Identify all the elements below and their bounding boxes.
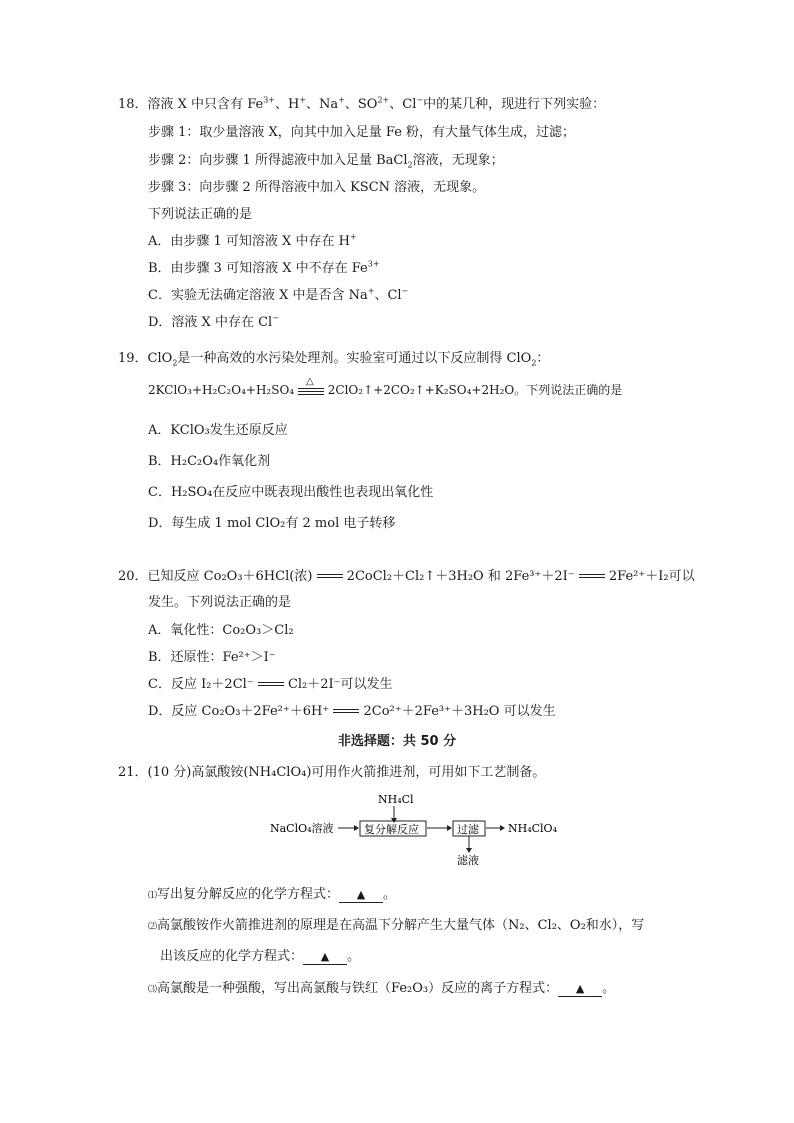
q18-option-b: B．由步骤 3 可知溶液 X 中不存在 $Fe^{3+}$ [148,259,380,276]
equals-sign [579,571,605,583]
q18-step3: 步骤 3：向步骤 2 所得溶液中加入 KSCN 溶液，无现象。 [148,180,486,195]
q19-option-d: D．每生成 1 mol ClO₂有 2 mol 电子转移 [148,516,396,531]
q18-option-c: C．实验无法确定溶液 X 中是否含 Na+、Cl− [148,286,409,303]
flow-top-reagent: NH₄Cl [378,793,414,806]
q21-part3: ⑶高氯酸是一种强酸，写出高氯酸与铁红（Fe₂O₃）反应的离子方程式： ▲ 。 [148,981,616,996]
q20-stem-line1: 20．已知反应 Co₂O₃＋6HCl(浓) 2CoCl₂＋Cl₂↑＋3H₂O 和 2Fe³⁺＋2I⁻ 2Fe²⁺＋I₂可以 [118,569,695,584]
q21-part1: ⑴写出复分解反应的化学方程式： ▲ 。 [148,887,397,902]
flow-box-reaction-label: 复分解反应 [364,823,419,836]
q18-option-a: A．由步骤 1 可知溶液 X 中存在 H+ [148,232,357,249]
q20-option-b: B．还原性：Fe²⁺＞I⁻ [148,650,276,665]
equals-sign [258,679,284,691]
q19-option-a: A．KClO₃发生还原反应 [148,423,288,438]
heat-equals-sign: △ [298,385,324,397]
q20-option-a: A．氧化性：Co₂O₃＞Cl₂ [148,623,294,638]
q21-part2-line2: 出该反应的化学方程式： ▲ 。 [160,949,361,964]
answer-blank: ▲ [303,950,347,965]
q20-option-d: D．反应 Co₂O₃＋2Fe²⁺＋6H⁺ 2Co²⁺＋2Fe³⁺＋3H₂O 可以发生 [148,704,556,719]
equals-sign [317,571,343,583]
section-heading: 非选择题：共 50 分 [337,734,457,749]
flow-input: NaClO₄溶液 [270,822,334,835]
q21-stem: 21．(10 分)高氯酸铵(NH₄ClO₄)可用作火箭推进剂，可用如下工艺制备。 [118,765,546,780]
q18-step2: 步骤 2：向步骤 1 所得滤液中加入足量 BaCl$_2$溶液，无现象； [148,153,504,170]
answer-blank: ▲ [339,888,383,903]
q18-option-d: D．溶液 X 中存在 Cl− [148,313,279,330]
q19-stem: 19．ClO$_2$是一种高效的水污染处理剂。实验室可通过以下反应制得 ClO$_2$： [118,351,550,368]
q19-option-b: B．H₂C₂O₄作氧化剂 [148,454,271,469]
q18-ask: 下列说法正确的是 [148,207,253,222]
q18-stem: 18．溶液 X 中只含有 $Fe^{3+}$、H+、Na+、$SO^{2+}$、Cl−中的某几种，现进行下列实验： [118,95,606,112]
q21-part2-line1: ⑵高氯酸铵作火箭推进剂的原理是在高温下分解产生大量气体（N₂、Cl₂、O₂和水），写 [148,918,645,933]
flow-bottom-filtrate: 滤液 [457,854,479,867]
answer-blank: ▲ [558,982,602,997]
q19-equation: 2KClO₃+H₂C₂O₄+H₂SO₄ △ 2ClO₂↑+2CO₂↑+K₂SO₄+2H₂O。下列说法正确的是 [148,375,623,397]
flow-output: NH₄ClO₄ [508,822,557,835]
q20-stem-line2: 发生。下列说法正确的是 [148,595,292,610]
q20-option-c: C．反应 I₂＋2Cl⁻ Cl₂＋2I⁻可以发生 [148,677,393,692]
process-flow-diagram [266,790,596,868]
q19-option-c: C．H₂SO₄在反应中既表现出酸性也表现出氧化性 [148,485,434,500]
q18-step1: 步骤 1：取少量溶液 X，向其中加入足量 Fe 粉，有大量气体生成，过滤； [148,125,576,140]
flow-box-filter-label: 过滤 [457,823,479,836]
equals-sign [333,706,359,718]
